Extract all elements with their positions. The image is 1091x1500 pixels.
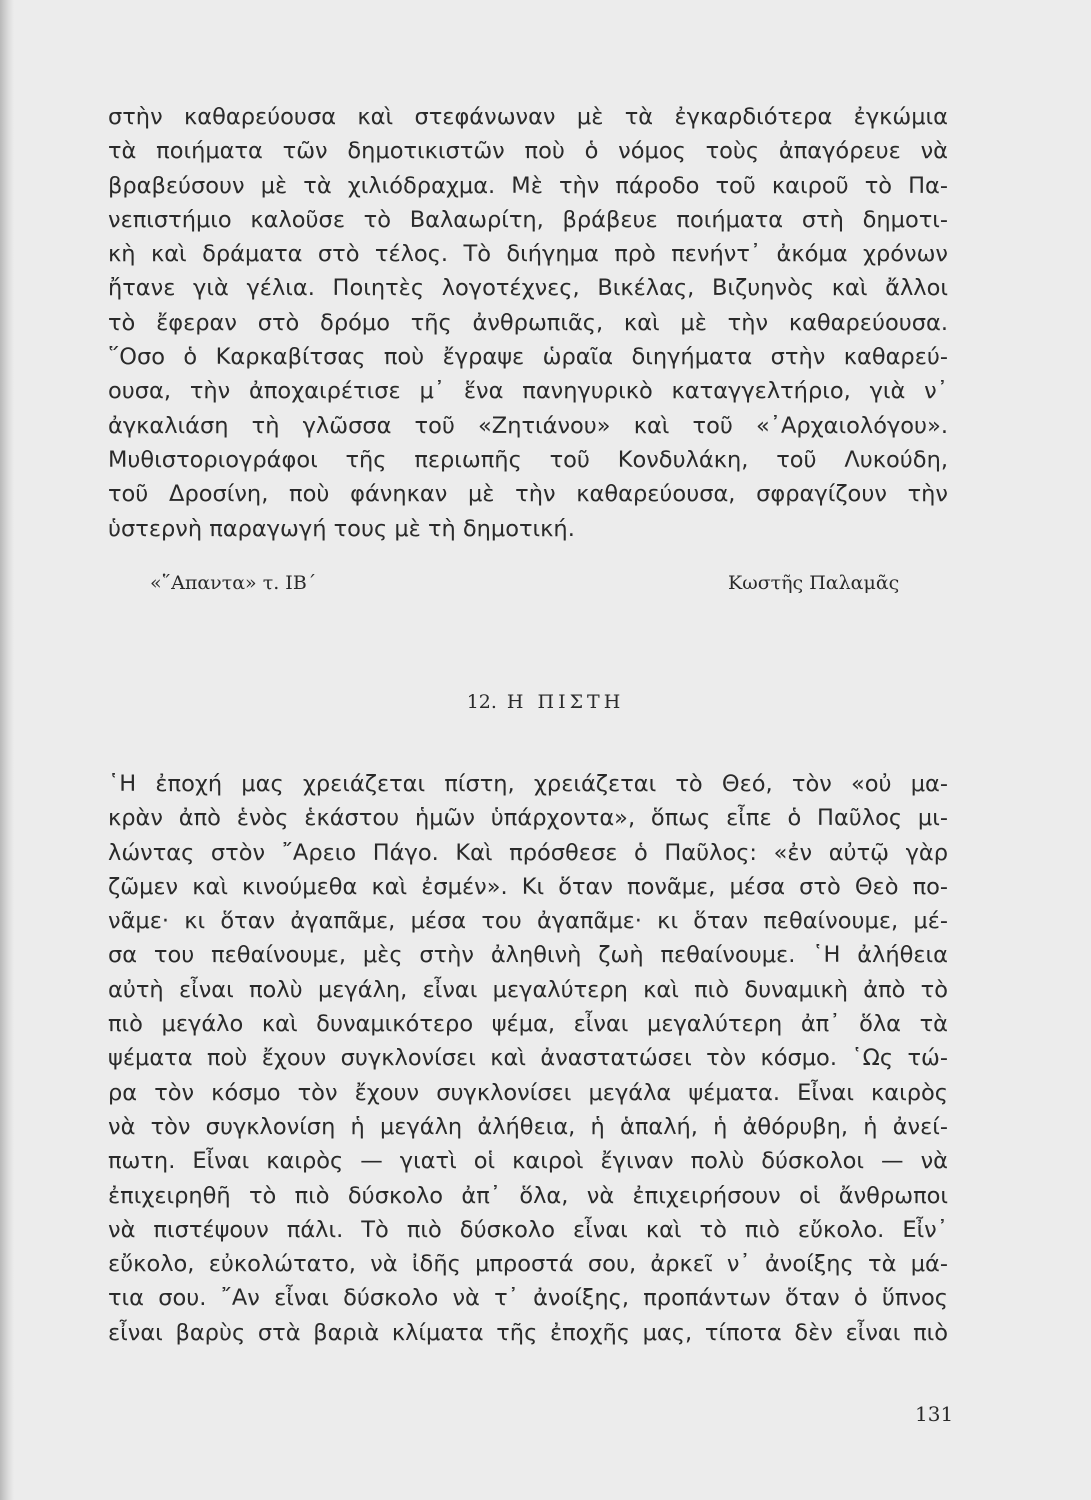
text-paragraph-continued: [108, 100, 948, 546]
text-line: ψέματα ποὺ ἔχουν συγκλονίσει καὶ ἀναστατώσει τὸν κόσμο. ῾Ως τώ-: [108, 1045, 948, 1072]
page-number: 131: [915, 1402, 954, 1426]
text-line: τια σου. ῎Αν εἶναι δύσκολο νὰ τ᾽ ἀνοίξης, προπάντων ὅταν ὁ ὕπνος: [108, 1285, 948, 1312]
text-line: νᾶμε· κι ὅταν ἀγαπᾶμε, μέσα του ἀγαπᾶμε· κι ὅταν πεθαίνουμε, μέ-: [108, 908, 948, 935]
text-line: νὰ πιστέψουν πάλι. Τὸ πιὸ δύσκολο εἶναι καὶ τὸ πιὸ εὔκολο. Εἶν᾽: [108, 1216, 948, 1243]
text-line: κὴ καὶ δράματα στὸ τέλος. Τὸ διήγημα πρὸ πενήντ᾽ ἀκόμα χρόνων: [108, 241, 948, 268]
text-line: ζῶμεν καὶ κινούμεθα καὶ ἐσμέν». Κι ὅταν πονᾶμε, μέσα στὸ Θεὸ πο-: [108, 873, 948, 900]
text-line: ῾Η ἐποχή μας χρειάζεται πίστη, χρειάζεται τὸ Θεό, τὸν «οὐ μα-: [108, 771, 948, 797]
text-line: τὸ ἔφεραν στὸ δρόμο τῆς ἀνθρωπιᾶς, καὶ μὲ τὴν καθαρεύουσα.: [108, 309, 948, 336]
text-line: λώντας στὸν ῎Αρειο Πάγο. Καὶ πρόσθεσε ὁ Παῦλος: «ἐν αὐτῷ γὰρ: [108, 839, 948, 866]
text-line: ῞Οσο ὁ Καρκαβίτσας ποὺ ἔγραψε ὡραῖα διηγήματα στὴν καθαρεύ-: [108, 344, 948, 371]
text-line: τοῦ Δροσίνη, ποὺ φάνηκαν μὲ τὴν καθαρεύουσα, σφραγίζουν τὴν: [108, 481, 948, 508]
text-line: πωτη. Εἶναι καιρὸς — γιατὶ οἱ καιροὶ ἔγιναν πολὺ δύσκολοι — νὰ: [108, 1148, 948, 1175]
text-line: κρὰν ἀπὸ ἑνὸς ἑκάστου ἡμῶν ὑπάρχοντα», ὅπως εἶπε ὁ Παῦλος μι-: [108, 805, 948, 832]
text-line: ἀγκαλιάση τὴ γλῶσσα τοῦ «Ζητιάνου» καὶ τοῦ «᾽Αρχαιολόγου».: [108, 412, 948, 439]
text-line: στὴν καθαρεύουσα καὶ στεφάνωναν μὲ τὰ ἐγκαρδιότερα ἐγκώμια: [108, 104, 948, 130]
text-line: πιὸ μεγάλο καὶ δυναμικότερο ψέμα, εἶναι μεγαλύτερη ἀπ᾽ ὅλα τὰ: [108, 1011, 948, 1038]
section-number: 12.: [466, 691, 497, 713]
text-line: Μυθιστοριογράφοι τῆς περιωπῆς τοῦ Κονδυλάκη, τοῦ Λυκούδη,: [108, 446, 948, 473]
text-line: ἤτανε γιὰ γέλια. Ποιητὲς λογοτέχνες, Βικέλας, Βιζυηνὸς καὶ ἄλλοι: [108, 275, 948, 302]
text-line: τὰ ποιήματα τῶν δημοτικιστῶν ποὺ ὁ νόμος τοὺς ἀπαγόρευε νὰ: [108, 138, 948, 165]
text-line: εἶναι βαρὺς στὰ βαριὰ κλίματα τῆς ἐποχῆς μας, τίποτα δὲν εἶναι πιὸ: [108, 1319, 948, 1346]
text-line: ὑστερνὴ παραγωγή τους μὲ τὴ δημοτική.: [108, 515, 575, 542]
source-citation: «῞Απαντα» τ. ΙΒ΄: [150, 572, 317, 594]
section-title: Η ΠΙΣΤΗ: [506, 691, 625, 713]
text-line: βραβεύσουν μὲ τὰ χιλιόδραχμα. Μὲ τὴν πάροδο τοῦ καιροῦ τὸ Πα-: [108, 172, 948, 199]
text-line: ουσα, τὴν ἀποχαιρέτισε μ᾽ ἕνα πανηγυρικὸ καταγγελτήριο, γιὰ ν᾽: [108, 378, 948, 405]
text-line: σα του πεθαίνουμε, μὲς στὴν ἀληθινὴ ζωὴ πεθαίνουμε. ῾Η ἀλήθεια: [108, 942, 948, 969]
text-line: ρα τὸν κόσμο τὸν ἔχουν συγκλονίσει μεγάλα ψέματα. Εἶναι καιρὸς: [108, 1079, 948, 1106]
text-line: εὔκολο, εὐκολώτατο, νὰ ἰδῆς μπροστά σου, ἀρκεῖ ν᾽ ἀνοίξης τὰ μά-: [108, 1251, 948, 1278]
section-heading: [0, 691, 1091, 713]
text-paragraph-faith: [108, 767, 948, 1350]
text-line: νεπιστήμιο καλοῦσε τὸ Βαλαωρίτη, βράβευε ποιήματα στὴ δημοτι-: [108, 206, 948, 233]
text-line: νὰ τὸν συγκλονίση ἡ μεγάλη ἀλήθεια, ἡ ἁπαλή, ἡ ἀθόρυβη, ἡ ἀνεί-: [108, 1113, 948, 1140]
text-line: ἐπιχειρηθῆ τὸ πιὸ δύσκολο ἀπ᾽ ὅλα, νὰ ἐπιχειρήσουν οἱ ἄνθρωποι: [108, 1182, 948, 1209]
text-line: αὐτὴ εἶναι πολὺ μεγάλη, εἶναι μεγαλύτερη καὶ πιὸ δυναμικὴ ἀπὸ τὸ: [108, 976, 948, 1003]
source-author: Κωστῆς Παλαμᾶς: [728, 572, 900, 594]
